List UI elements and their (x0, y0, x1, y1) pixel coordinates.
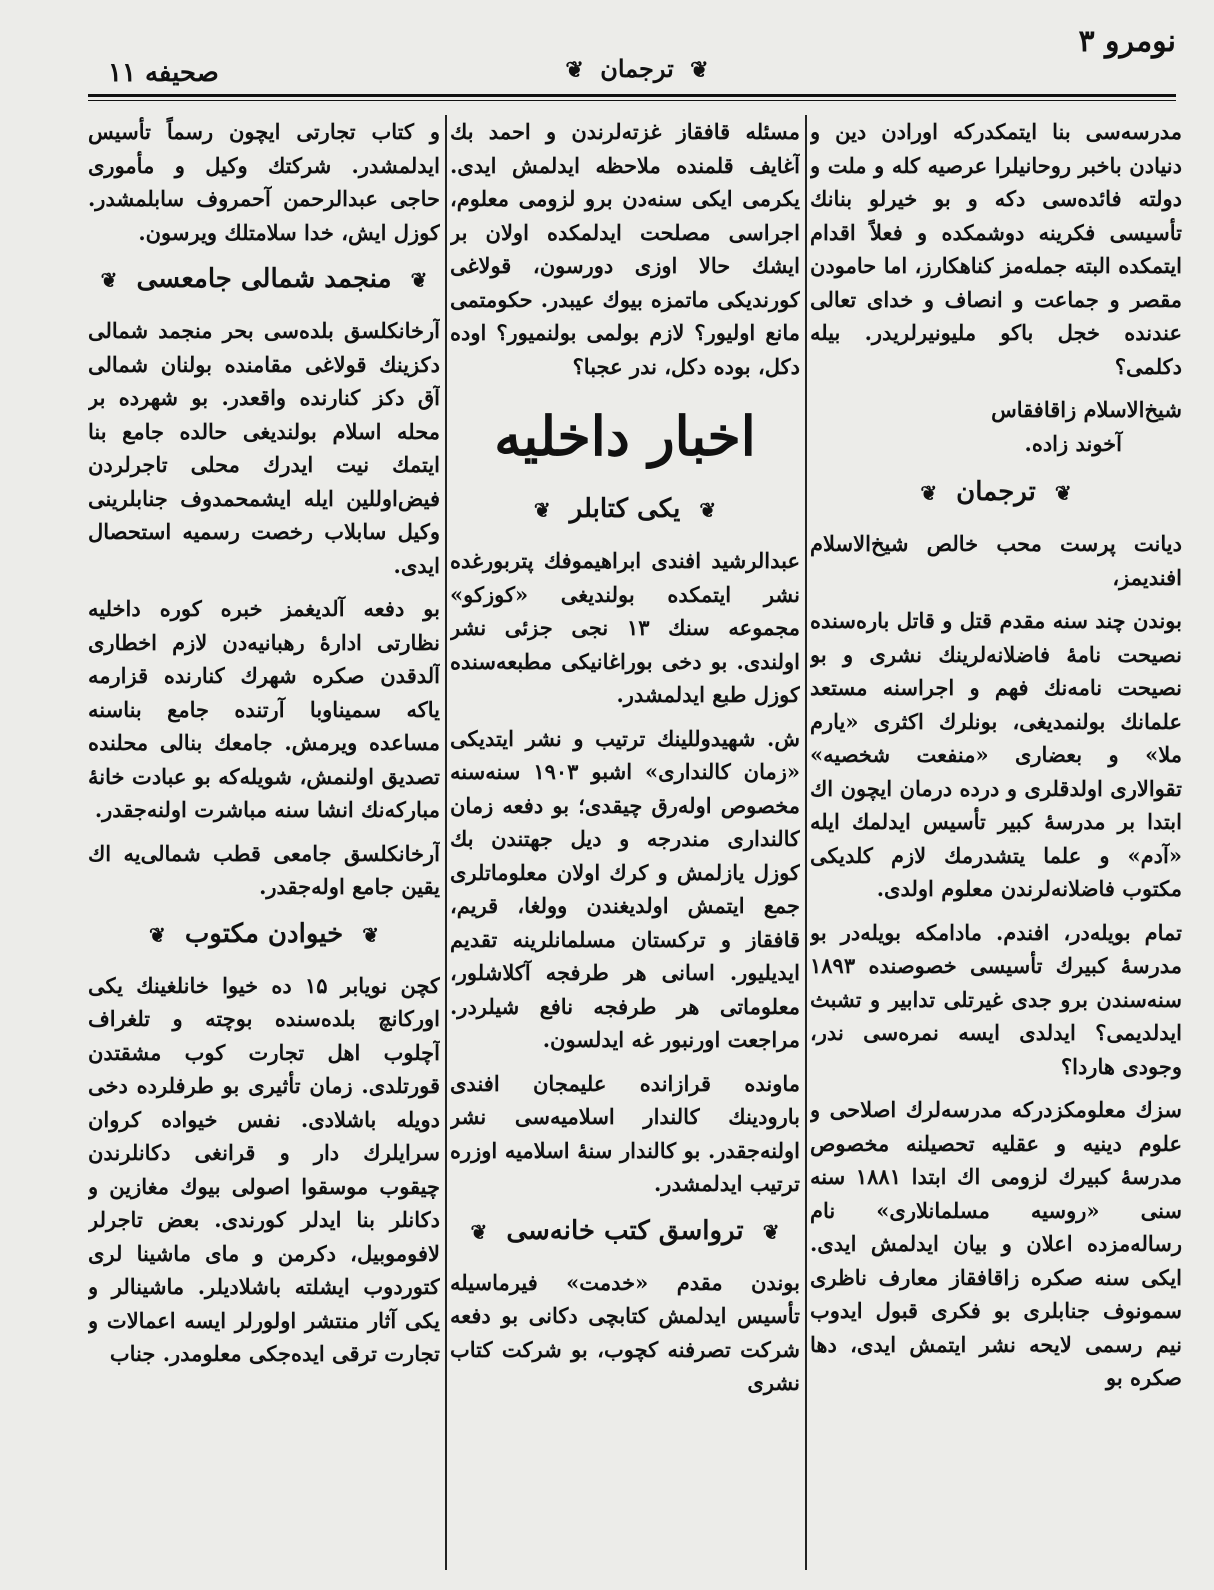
article-paragraph: سزك معلومکزدرکه مدرسه‌لرك اصلاحی و علوم دینیه و عقلیه تحصیلنه مخصوص مدرسهٔ کبیرك لزومی اك ابتدا ۱۸۸۱ سنه سنی «روسیه مسلمانلاری» نام رساله‌مزده اعلان و بیان ایدلمش ایدی. ایکی سنه صکره زاقافقاز معارف ناظری سمونوف جنابلری بو فکری قبول ایدوب نیم رسمی لایحه نشر ایتمش ایدی، دها صکره بو (810, 1097, 1182, 1390)
ornament-icon: ❦ (690, 57, 709, 83)
column-divider (445, 115, 447, 1570)
article-paragraph: دیانت پرست محب خالص شیخ‌الاسلام افندیمز، (810, 531, 1182, 590)
article-paragraph: آرخانکلسق جامعی قطب شمالی‌یه اك یقین جامع اوله‌جقدر. (88, 840, 440, 899)
section-heading-text: منجمد شمالی جامعسی (136, 264, 392, 294)
article-paragraph: کچن نویابر ۱۵ ده خیوا خانلغینك یکی اورکانچ بلده‌سنده بوچته و تلغراف آچلوب اهل تجارت کوب مشقتدن قورتلدی. زمان تأثیری بو طرفلرده دخی دویله باشلادی. نفس خیواده کروان سرایلرك دار و قرانغی دکانلرندن چیقوب موسقوا اصولی بیوك مغازین و دکانلر بنا ایدلر کورندی. بعض تاجرلر لافوموبیل، دکرمن و مای ماشینا لری کتوردوب ایشلته باشلادیلر. ماشینالر و یکی آثار منتشر اولورلر ایسه اعمالات و تجارت ترقی ایده‌جکی معلومدر. جناب (88, 972, 440, 1366)
ornament-icon: ❦ (762, 1219, 780, 1244)
section-heading (810, 472, 1182, 513)
masthead-title: ترجمان (600, 54, 674, 83)
section-heading (88, 259, 440, 300)
ornament-icon: ❦ (565, 57, 584, 83)
column-divider (805, 115, 807, 1570)
ornament-icon: ❦ (920, 481, 938, 505)
article-paragraph: تمام بویله‌در، افندم. مادامکه بویله‌در بو مدرسهٔ کبیرك تأسیسی خصوصنده ۱۸۹۳ سنه‌سندن برو جدی غیرتلی تدابیر و تشبث ایدلدیمی؟ ایدلدی ایسه نمره‌سی ندر، وجودی هاردا؟ (810, 919, 1182, 1079)
signature-title: شیخ‌الاسلام زاقافقاس (991, 397, 1182, 422)
page-header (88, 18, 1186, 98)
article-paragraph: بو دفعه آلدیغمز خبره کوره داخلیه نظارتی ادارهٔ رهبانیه‌دن لازم اخطاری آلدقدن صکره شهرك کنارنده قزارمه یاکه سمیناوبا آرتنده جامع بناسنه مساعده ویرمش. جامعك بنالی محلنده تصدیق اولنمش، شویله‌که بو عبادت خانهٔ مبارکه‌نك انشا سنه مباشرت اولنه‌جقدر. (88, 596, 440, 822)
article-paragraph: بوندن مقدم «خدمت» فیرماسیله تأسیس ایدلمش کتابچی دکانی بو دفعه شرکت تصرفنه کچوب، بو شرکت کتاب نشری (450, 1269, 800, 1395)
ornament-icon: ❦ (1054, 481, 1072, 505)
section-heading-text: ترواسق کتب خانه‌سی (506, 1215, 744, 1246)
article-paragraph: مدرسه‌سی بنا ایتمکدرکه اورادن دین و دنیادن باخبر روحانیلرا عرصیه کله و ملت و دولته فائده‌سی دکه و بو خیرلو بنانك تأسیسی فکرینه دوشمکده و فعلاً اقدام ایتمکده البته جمله‌مز کناهکارز، اما حامودن مقصر و جماعت و انصاف و خدای تعالی عندنده خجل باکو ملیونیرلریدر. بیله دکلمی؟ (810, 119, 1182, 379)
column-left (88, 115, 440, 1565)
section-title-large: اخبار داخلیه (494, 404, 756, 468)
article-paragraph: مسئله قافقاز غزته‌لرندن و احمد بك آغایف قلمنده ملاحظه ایدلمش ایدی. یکرمی ایکی سنه‌دن برو لزومی معلوم، اجراسی مصلحت ایدلمکده اولان بر ایشك حالا اوزی دورسون، قولاغی کورندیکی ماتمزه بیوك عیبدر. حکومتمی مانع اولیور؟ لازم بولمی بولنمیور؟ اوده دکل، بوده دکل، ندر عجبا؟ (450, 119, 800, 379)
article-paragraph: آرخانکلسق بلده‌سی بحر منجمد شمالی دکزینك قولاغی مقامنده بولنان شمالی آق دکز کنارنده واقعدر. بو شهرده بر محله اسلام بولندیغی حالده جامع بنا ایتمك نیت ایدرك محلی تاجرلردن فیض‌اوللین ایله ایشمحمدوف جنابلرینی وکیل سابلاب رخصت رسمیه استحصال ایدی. (88, 318, 440, 578)
ornament-icon: ❦ (362, 922, 379, 947)
ornament-icon: ❦ (470, 1219, 488, 1244)
section-heading (450, 1211, 800, 1252)
masthead (88, 54, 1186, 83)
section-heading-text: خیوادن مکتوب (184, 918, 344, 949)
header-rule (88, 94, 1176, 97)
article-paragraph: ش. شهیدوللینك ترتیب و نشر ایتدیکی «زمان کالنداری» اشبو ۱۹۰۳ سنه‌سنه مخصوص اوله‌رق چیقدی؛ بو دفعه زمان کالنداری مندرجه و دیل جهتندن بك کوزل یازلمش و کرك اولان معلوماتلری جمع ایتمش اولدیغندن وولغا، قریم، قافقاز و ترکستان مسلمانلرینه تقدیم ایدیلیور. اسانی هر طرفجه آکلاشلور، معلوماتی هر طرفجه نافع شیلردر. مراجعت اورنبور غه ایدلسون. (450, 725, 800, 1052)
article-paragraph: و کتاب تجارتی ایچون رسماً تأسیس ایدلمشدر. شرکتك وکیل و مأموری حاجی عبدالرحمن آحمروف سابلمشدر. کوزل ایش، خدا سلامتلك ویرسون. (88, 119, 440, 245)
column-middle (450, 115, 800, 1565)
header-rule-thin (88, 100, 1176, 101)
ornament-icon: ❦ (533, 498, 551, 522)
ornament-icon: ❦ (100, 268, 118, 292)
section-heading-text: یکی کتابلر (569, 494, 681, 524)
page-number: صحیفه ۱۱ (108, 58, 219, 88)
ornament-icon: ❦ (699, 498, 717, 522)
article-paragraph: ماونده قرازانده علیمجان افندی بارودینك کالندار اسلامیه‌سی نشر اولنه‌جقدر. بو کالندار سنهٔ اسلامیه اوزره ترتیب ایدلمشدر. (450, 1070, 800, 1196)
section-heading (450, 489, 800, 530)
signature-name: آخوند زاده. (1024, 430, 1122, 456)
issue-number: نومرو ۳ (1078, 24, 1176, 59)
ornament-icon: ❦ (149, 922, 166, 947)
article-paragraph: عبدالرشید افندی ابراهیموفك پتربورغده نشر ایتمکده بولندیغی «کوزکو» مجموعه سنك ۱۳ نجی جزئی نشر اولندی. بو دخی بوراغانیکی مطبعه‌سنده کوزل طبع ایدلمشدر. (450, 548, 800, 707)
article-paragraph: بوندن چند سنه مقدم قتل و قاتل بارەسنده نصیحت نامهٔ فاضلانه‌لرینك نشری و بو نصیحت نامه‌نك فهم و اجراسنه مستعد علمانك بولنمدیغی، بونلرك اکثری «یارم ملا» و بعضاری «منفعت شخصیه» تقوالاری اولدقلری و دردە درمان ایچون اك ابتدا بر مدرسهٔ کبیر تأسیس ایدلمك ایله «آدم» و علما یتشدرمك لازم کلدیکی مکتوب فاضلانه‌لرندن معلوم اولدی. (810, 608, 1182, 901)
section-heading (88, 914, 440, 955)
ornament-icon: ❦ (410, 268, 428, 292)
section-heading-text: ترجمان (956, 477, 1036, 507)
column-right (810, 115, 1182, 1565)
